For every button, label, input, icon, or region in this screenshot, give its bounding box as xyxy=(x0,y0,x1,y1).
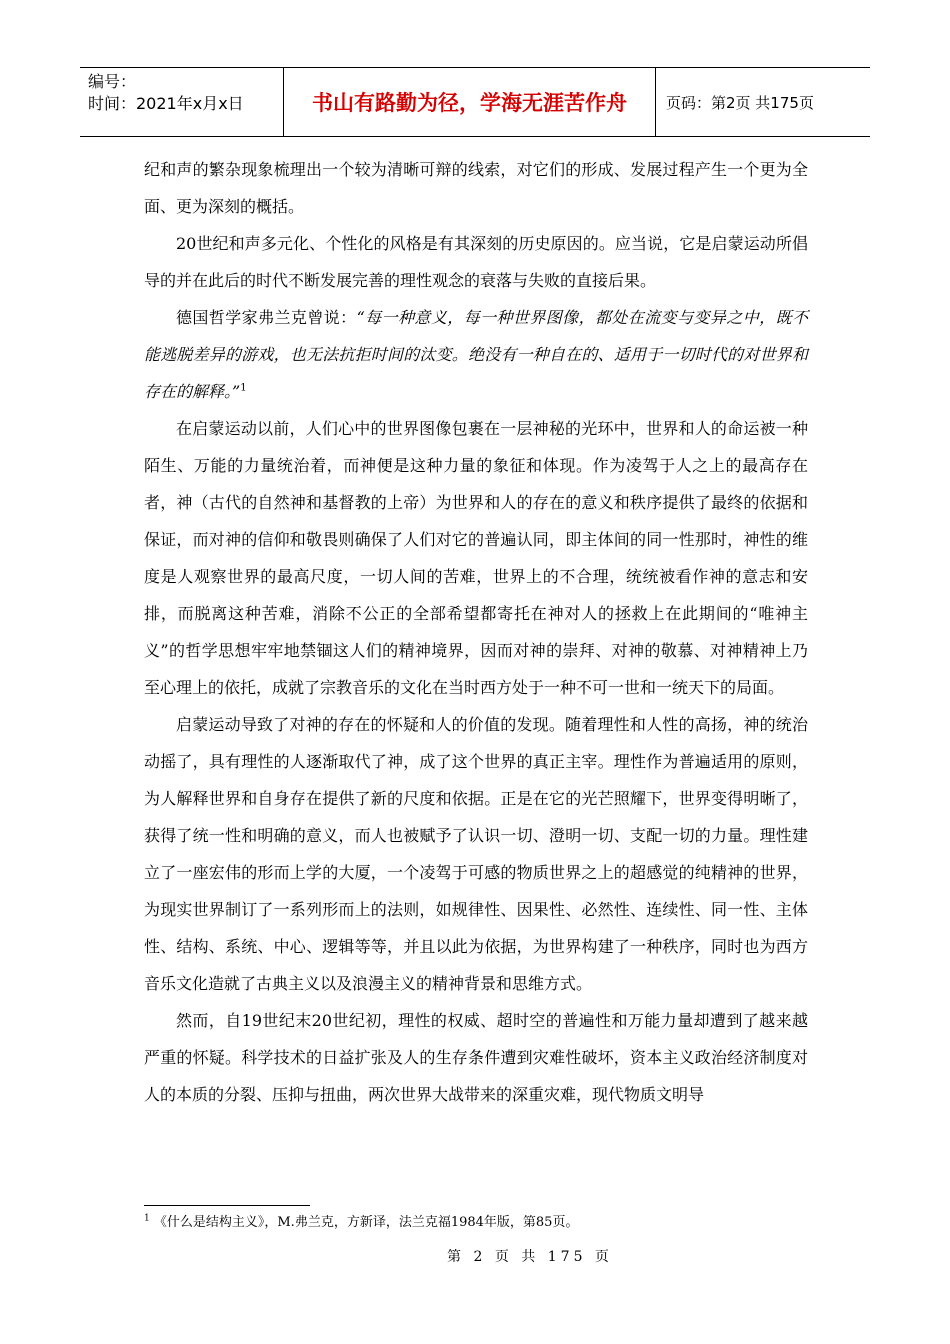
footnote-text: 《什么是结构主义》，M.弗兰克，方新译，法兰克福1984年版，第85页。 xyxy=(153,1215,579,1230)
quote-text: “每一种意义，每一种世界图像，都处在流变与变异之中，既不能逃脱差异的游戏，也无法抗拒时间的汰变。绝没有一种自在的、适用于一切时代的对世界和存在的解释。” xyxy=(144,308,808,401)
header-meta xyxy=(80,68,284,136)
document-body xyxy=(144,151,808,1113)
footnote-mark: 1 xyxy=(144,1213,150,1224)
page-footer: 第 2 页 共 175 页 xyxy=(447,1249,613,1265)
header-page-info: 页码：第2页 共175页 xyxy=(666,93,814,112)
paragraph: 启蒙运动导致了对神的存在的怀疑和人的价值的发现。随着理性和人性的高扬，神的统治动摇了，具有理性的人逐渐取代了神，成了这个世界的真正主宰。理性作为普遍适用的原则，为人解释世界和自身存在提供了新的尺度和依据。正是在它的光芒照耀下，世界变得明晰了，获得了统一性和明确的意义，而人也被赋予了认识一切、澄明一切、支配一切的力量。理性建立了一座宏伟的形而上学的大厦，一个凌驾于可感的物质世界之上的超感觉的纯精神的世界，为现实世界制订了一系列形而上的法则，如规律性、因果性、必然性、连续性、同一性、主体性、结构、系统、中心、逻辑等等，并且以此为依据，为世界构建了一种秩序，同时也为西方音乐文化造就了古典主义以及浪漫主义的精神背景和思维方式。 xyxy=(144,715,808,993)
paragraph: 20世纪和声多元化、个性化的风格是有其深刻的历史原因的。应当说，它是启蒙运动所倡导的并在此后的时代不断发展完善的理性观念的衰落与失败的直接后果。 xyxy=(144,234,808,290)
footnote-reference: 1 xyxy=(240,382,247,394)
paragraph: 然而，自19世纪末20世纪初，理性的权威、超时空的普遍性和万能力量却遭到了越来越严重的怀疑。科学技术的日益扩张及人的生存条件遭到灾难性破坏，资本主义政治经济制度对人的本质的分裂、压抑与扭曲，两次世界大战带来的深重灾难，现代物质文明导 xyxy=(144,1011,808,1104)
header-motto: 书山有路勤为径，学海无涯苦作舟 xyxy=(284,68,656,136)
number-label: 编号： xyxy=(88,72,137,91)
footnote xyxy=(144,1211,578,1230)
quote-intro: 德国哲学家弗兰克曾说： xyxy=(176,308,357,327)
quote-paragraph xyxy=(144,299,808,410)
date-label: 时间：2021年x月x日 xyxy=(88,94,244,113)
paragraph: 在启蒙运动以前，人们心中的世界图像包裹在一层神秘的光环中，世界和人的命运被一种陌生、万能的力量统治着，而神便是这种力量的象征和体现。作为凌驾于人之上的最高存在者，神（古代的自然神和基督教的上帝）为世界和人的存在的意义和秩序提供了最终的依据和保证，而对神的信仰和敬畏则确保了人们对它的普遍认同，即主体间的同一性那时，神性的维度是人观察世界的最高尺度，一切人间的苦难，世界上的不合理，统统被看作神的意志和安排，而脱离这种苦难，消除不公正的全部希望都寄托在神对人的拯救上在此期间的“唯神主义”的哲学思想牢牢地禁锢这人们的精神境界，因而对神的崇拜、对神的敬慕、对神精神上乃至心理上的依托，成就了宗教音乐的文化在当时西方处于一种不可一世和一统天下的局面。 xyxy=(144,419,808,697)
document-header xyxy=(80,67,870,137)
paragraph: 纪和声的繁杂现象梳理出一个较为清晰可辩的线索，对它们的形成、发展过程产生一个更为全面、更为深刻的概括。 xyxy=(144,160,808,216)
footnote-divider xyxy=(144,1205,310,1206)
